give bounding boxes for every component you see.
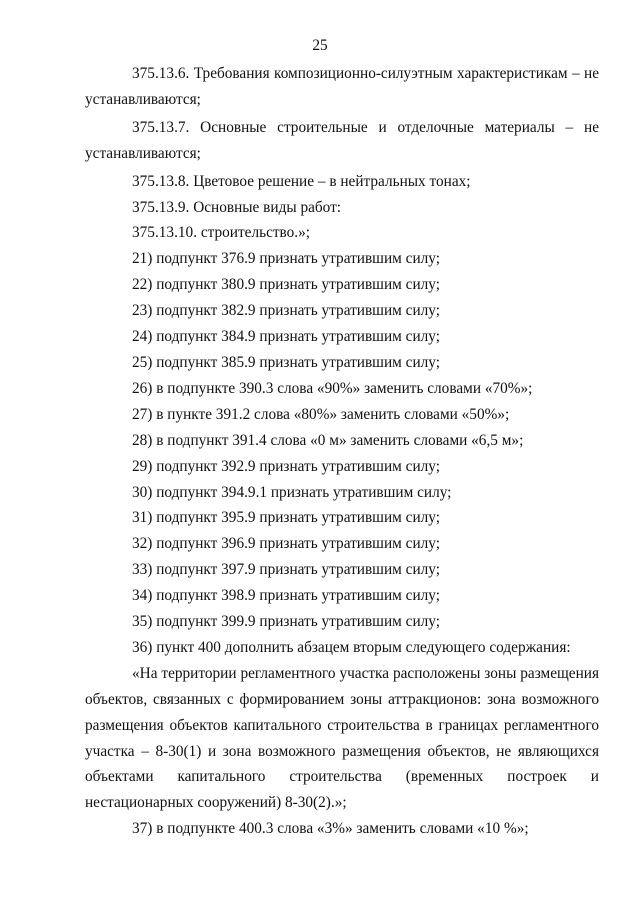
quoted-paragraph: «На территории регламентного участка расположены зоны размещения объектов, связанных с формированием зоны аттракционов: зона возможного размещения объектов капитального строительства в границах регламентного участка – 8-30(1) и зона возможного размещения объектов, не являющихся <box>85 664 599 760</box>
word: построек <box>507 768 567 786</box>
list-item-26: 26) в подпункте 390.3 слова «90%» заменить словами «70%»; <box>132 379 533 397</box>
list-item-31: 31) подпункт 395.9 признать утратившим силу; <box>132 509 440 527</box>
word: строительства <box>289 768 382 786</box>
list-item-37: 37) в подпункте 400.3 слова «3%» заменить словами «10 %»; <box>132 820 529 838</box>
word: (временных <box>405 768 484 786</box>
paragraph-375-13-8: 375.13.8. Цветовое решение – в нейтральных тонах; <box>132 172 471 190</box>
list-item-35: 35) подпункт 399.9 признать утратившим силу; <box>132 613 440 631</box>
list-item-23: 23) подпункт 382.9 признать утратившим силу; <box>132 302 440 320</box>
list-item-24: 24) подпункт 384.9 признать утратившим силу; <box>132 328 440 346</box>
list-item-34: 34) подпункт 398.9 признать утратившим силу; <box>132 587 440 605</box>
list-item-33: 33) подпункт 397.9 признать утратившим силу; <box>132 561 440 579</box>
paragraph-375-13-10: 375.13.10. строительство.»; <box>132 224 311 242</box>
word: и <box>590 768 599 786</box>
word: капитального <box>177 768 266 786</box>
page-number: 25 <box>312 37 328 54</box>
paragraph-375-13-7: 375.13.7. Основные строительные и отделочные материалы – не устанавливаются; <box>85 118 599 162</box>
list-item-29: 29) подпункт 392.9 признать утратившим силу; <box>132 457 440 475</box>
list-item-36: 36) пункт 400 дополнить абзацем вторым следующего содержания: <box>132 638 571 656</box>
list-item-25: 25) подпункт 385.9 признать утратившим силу; <box>132 353 440 371</box>
paragraph-375-13-6: 375.13.6. Требования композиционно-силуэтным характеристикам – не устанавливаются; <box>85 65 599 108</box>
list-item-22: 22) подпункт 380.9 признать утратившим силу; <box>132 276 440 294</box>
list-item-32: 32) подпункт 396.9 признать утратившим силу; <box>132 535 440 553</box>
quoted-paragraph-justified-line <box>85 764 599 790</box>
list-item-27: 27) в пункте 391.2 слова «80%» заменить словами «50%»; <box>132 405 510 423</box>
quoted-paragraph-last-line: нестационарных сооружений) 8-30(2).»; <box>85 794 347 812</box>
document-body <box>85 61 599 842</box>
list-item-21: 21) подпункт 376.9 признать утратившим силу; <box>132 250 440 268</box>
paragraph-375-13-9: 375.13.9. Основные виды работ: <box>132 198 342 216</box>
word: объектами <box>85 768 154 786</box>
list-item-30: 30) подпункт 394.9.1 признать утратившим силу; <box>132 483 452 501</box>
list-item-28: 28) в подпункт 391.4 слова «0 м» заменить словами «6,5 м»; <box>132 431 524 449</box>
